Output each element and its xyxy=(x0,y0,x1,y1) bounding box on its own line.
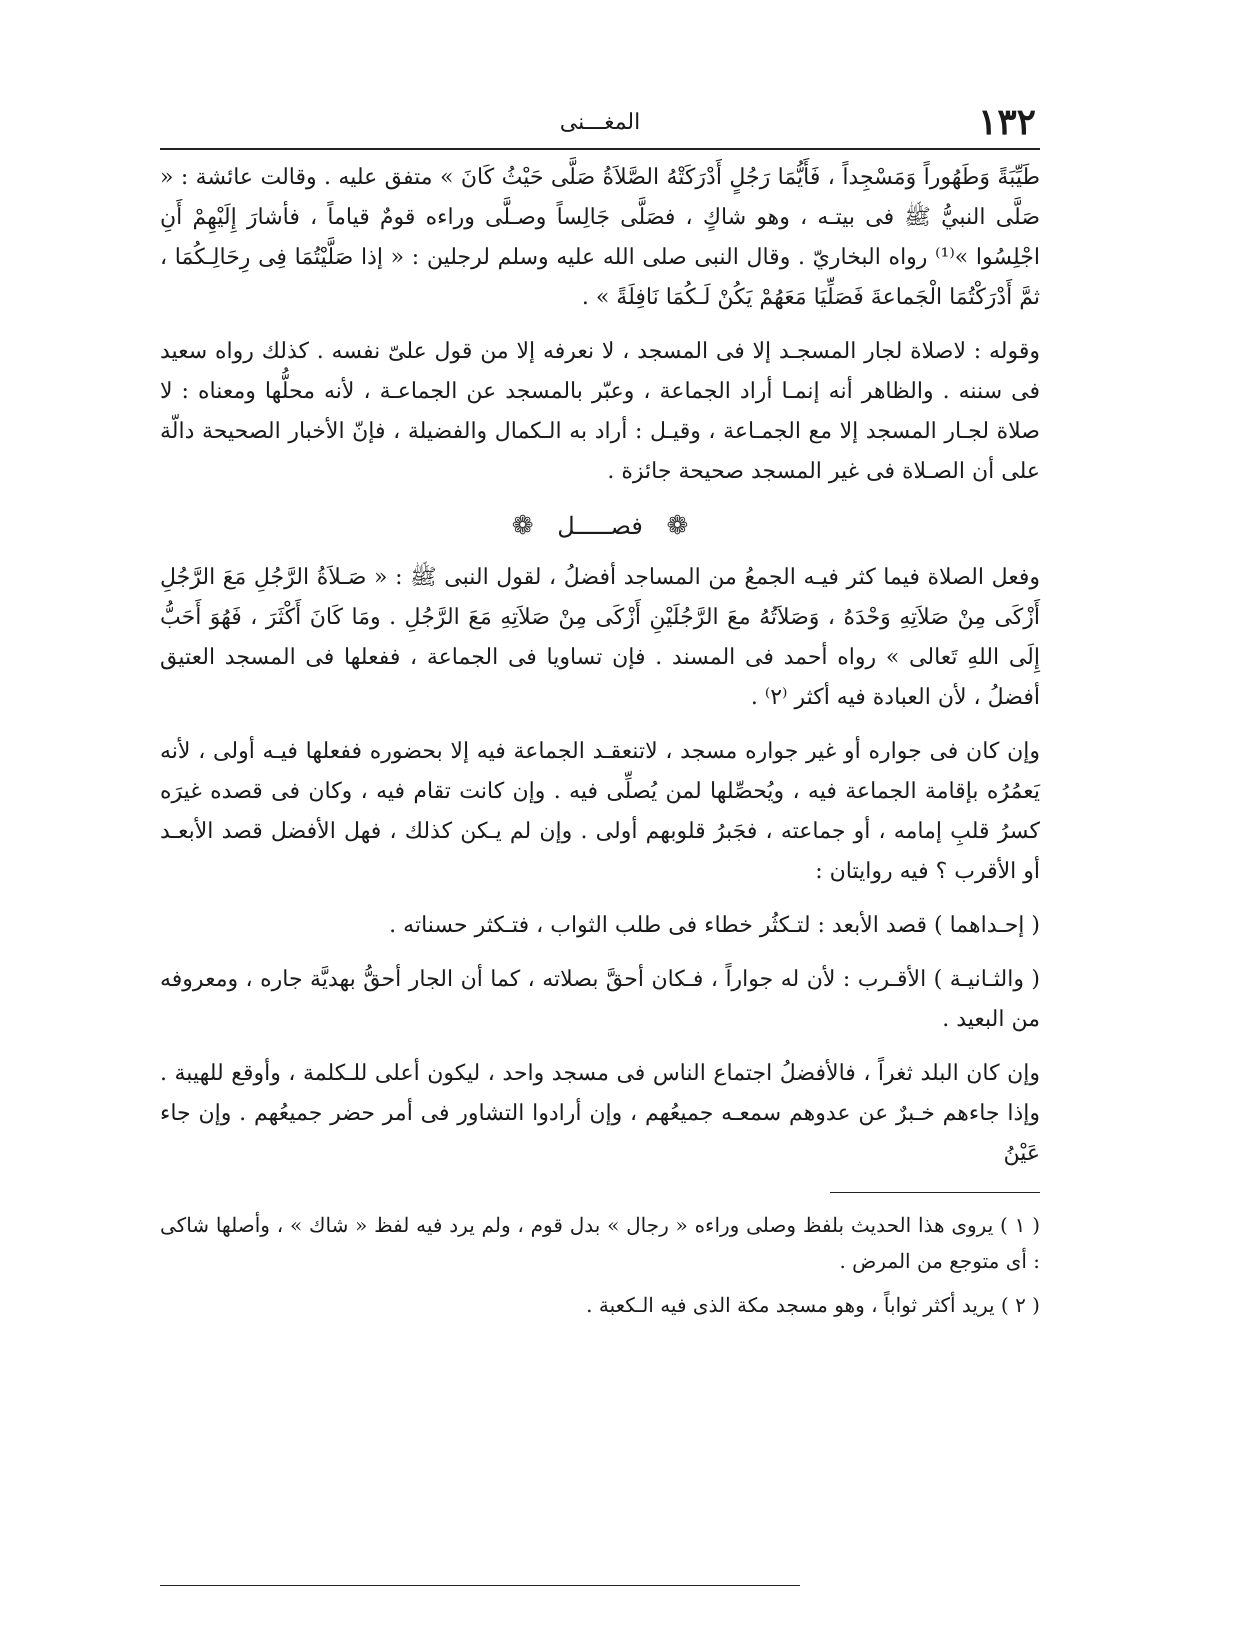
footnote: ( ١ ) يروى هذا الحديث بلفظ وصلى وراءه « رجال » بدل قوم ، ولم يرد فيه لفظ « شاك » ، وأصلها شاكى : أى متوجع من المرض . xyxy=(160,1213,1040,1273)
paragraph: ( إحـداهما ) قصد الأبعد : لتـكثُر خطاء فى طلب الثواب ، فتـكثر حسناته . xyxy=(389,913,1040,938)
paragraph: وإن كان البلد ثغراً ، فالأفضلُ اجتماع الناس فى مسجد واحد ، ليكون أعلى للـكلمة ، وأوقع للهيبة . وإذا جاءهم خـبرٌ عن عدوهم سمعـه جميعُهم ، وإن أرادوا التشاور فى أمر حضر جميعُهم . وإن جاء عَيْنُ xyxy=(160,1061,1040,1166)
running-title: المغـــنى xyxy=(559,110,641,135)
paragraph: وقوله : لاصلاة لجار المسجـد إلا فى المسجد ، لا نعرفه إلا من قول علىّ نفسه . كذلك رواه سعيد فى سننه . والظاهر أنه إنمـا أراد الجماعة ، وعبّر بالمسجد عن الجماعـة ، لأنه محلُّها ومعناه : لا صلاة لجـار المسجد إلا مع الجمـاعة ، وقيـل : أراد به الـكمال والفضيلة ، فإنّ الأخبار الصحيحة دالّة على أن الصـلاة فى غير المسجد صحيحة جائزة . xyxy=(160,339,1040,484)
paragraph: وفعل الصلاة فيما كثر فيـه الجمعُ من المساجد أفضلُ ، لقول النبى ﷺ : « صَـلاَةُ الرَّجُلِ مَعَ الرَّجُلِ أَزْكَى مِنْ صَلاَتِهِ وَحْدَهُ ، وَصَلاَتُهُ معَ الرَّجُلَيْنِ أَزْكَى مِنْ صَلاَتِهِ مَعَ الرَّجُلِ . ومَا كَانَ أَكْثَرَ ، فَهُوَ أَحَبُّ إِلَى اللهِ تَعالى » رواه أحمد فى المسند . فإن تساويا فى الجماعة ، ففعلها فى المسجد العتيق أفضلُ ، لأن العبادة فيه أكثر ⁽٢⁾ . xyxy=(160,565,1040,710)
paragraph: طَيِّبَةً وَطَهُوراً وَمَسْجِداً ، فَأَيُّمَا رَجُلٍ أَدْرَكَتْهُ الصَّلاَةُ صَلَّى حَيْثُ كَانَ » متفق عليه . وقالت عائشة : « صَلَّى النبيُّ ﷺ فى بيتـه ، وهو شاكٍ ، فصَلَّى جَالِساً وصـلَّى وراءه قومٌ قياماً ، فأشارَ إِلَيْهِمْ أَنِ اجْلِسُوا »⁽¹⁾ رواه البخاريّ . وقال النبى صلى الله عليه وسلم لرجلين : « إذا صَلَّيْتُمَا فِى رِحَالِـكُمَا ، ثمَّ أَدْرَكْتُمَا الْجَماعةَ فَصَلِّيَا مَعَهُمْ يَكُنْ لَـكُمَا نَافِلَةً » . xyxy=(160,165,1040,310)
footnote-divider xyxy=(830,1192,1040,1193)
bottom-rule xyxy=(160,1585,800,1586)
page-number: ١٣٢ xyxy=(977,101,1036,143)
book-page xyxy=(160,96,1040,1616)
paragraph: ( والثـانيـة ) الأقـرب : لأن له جواراً ، فـكان أحقَّ بصلاته ، كما أن الجار أحقُّ بهديَّة جاره ، ومعروفه من البعيد . xyxy=(160,967,1040,1032)
ornament-icon: ❁ xyxy=(511,511,534,541)
section-heading xyxy=(160,506,1040,546)
paragraph: وإن كان فى جواره أو غير جواره مسجد ، لاتنعقـد الجماعة فيه إلا بحضوره ففعلها فيـه أولى ، لأنه يَعمُرُه بإقامة الجماعة فيه ، ويُحصِّلها لمن يُصلِّى فيه . وإن كانت تقام فيه ، وكان فى قصده غيرَه كسرُ قلبِ إمامه ، أو جماعته ، فجَبرُ قلوبهم أولى . وإن لم يـكن كذلك ، فهل الأفضل قصد الأبعـد أو الأقرب ؟ فيه روايتان : xyxy=(160,739,1040,884)
section-title: فصـــــل xyxy=(557,512,643,540)
page-header xyxy=(160,96,1040,150)
ornament-icon: ❁ xyxy=(666,511,689,541)
footnote: ( ٢ ) يريد أكثر ثواباً ، وهو مسجد مكة الذى فيه الـكعبة . xyxy=(586,1293,1040,1317)
page-body xyxy=(160,158,1040,1323)
